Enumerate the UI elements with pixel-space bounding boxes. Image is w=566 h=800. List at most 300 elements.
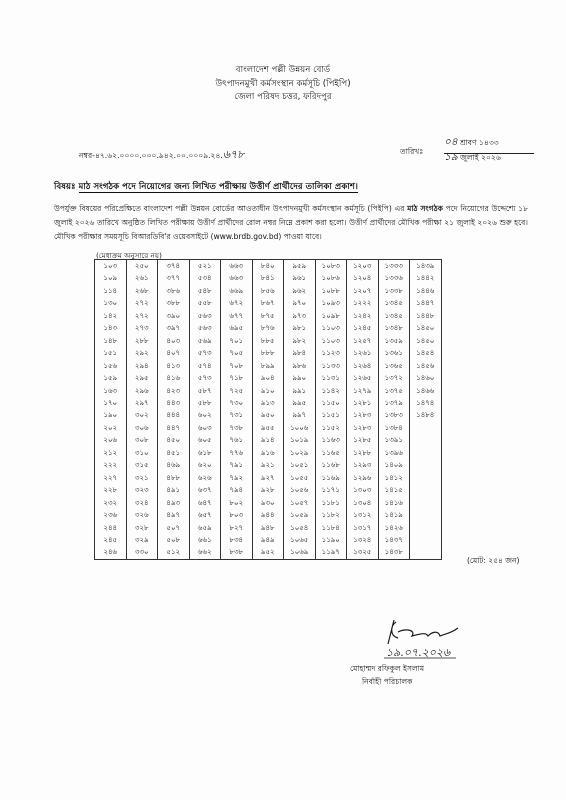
roll-cell: ১৪৩৯: [410, 260, 442, 273]
roll-cell: ১৪৫০: [410, 335, 442, 347]
roll-cell: ৪৪৪: [158, 409, 190, 421]
roll-cell: ৯২১: [252, 459, 284, 471]
table-row: [95, 310, 442, 322]
roll-cell: ৬৭৭: [221, 310, 253, 322]
roll-cell: ৪০৩: [158, 335, 190, 347]
roll-cell: ১৩৩৬: [378, 272, 410, 284]
roll-cell: ৯৬১: [284, 272, 316, 284]
roll-cell: ১২০৩: [347, 260, 379, 273]
roll-cell: ১২৮৩: [347, 409, 379, 421]
roll-cell: ১১৮৪: [315, 522, 347, 534]
table-row: [95, 260, 442, 273]
body-part-1: উপর্যুক্ত বিষয়ের পরিপ্রেক্ষিতে বাংলাদেশ পল্লী উন্নয়ন বোর্ডের আওতাধীন উৎপাদনমুখী কর্মসংস্থান কর্মসূচি (পিইপি) এর: [54, 204, 405, 213]
letterhead: [0, 64, 566, 105]
roll-cell: ১৪২: [95, 310, 127, 322]
roll-cell: ৪১৬: [158, 372, 190, 384]
roll-cell: ৪৯১: [158, 484, 190, 496]
roll-cell: ২৩৬: [95, 509, 127, 521]
date-label: তারিখঃ: [400, 147, 424, 156]
roll-cell: ১৬৩: [95, 385, 127, 397]
roll-cell: [410, 484, 442, 496]
roll-cell: ৩৯০: [158, 310, 190, 322]
english-date-day: ১৯: [444, 151, 458, 163]
table-row: [95, 497, 442, 509]
roll-cell: ১২৬৫: [347, 372, 379, 384]
roll-cell: ৬৬৩: [221, 260, 253, 273]
roll-cell: ১১৩১: [315, 372, 347, 384]
roll-cell: ১৪২৬: [378, 522, 410, 534]
table-row: [95, 372, 442, 384]
roll-cell: ৩৮৬: [158, 285, 190, 297]
roll-cell: ৬১৮: [189, 447, 221, 459]
roll-cell: ১২০৭: [347, 285, 379, 297]
roll-cell: ৯৪৯: [252, 534, 284, 546]
roll-cell: ৫৮৭: [189, 385, 221, 397]
roll-cell: ৭৩০: [221, 397, 253, 409]
roll-cell: [410, 422, 442, 434]
roll-cell: ৬৬৩: [221, 272, 253, 284]
roll-cell: ৩৭৪: [158, 260, 190, 273]
roll-cell: ১২৪২: [347, 310, 379, 322]
roll-cell: ১২২২: [347, 297, 379, 309]
table-row: [95, 285, 442, 297]
memo-handwritten-number: ৬৭৮: [222, 148, 245, 161]
roll-cell: ৯৯৫: [284, 397, 316, 409]
roll-cell: ২৯৭: [126, 397, 158, 409]
roll-cell: ১৩৭৫: [378, 385, 410, 397]
roll-cell: ৯২৭: [252, 472, 284, 484]
roll-cell: ৮৩৪: [221, 534, 253, 546]
roll-cell: ১০৬৯: [284, 546, 316, 559]
roll-cell: ২৪৫: [95, 534, 127, 546]
roll-cell: ৪০৭: [158, 347, 190, 359]
roll-cell: ৬৭২: [221, 297, 253, 309]
roll-cell: ১৪৫৬: [410, 360, 442, 372]
roll-cell: ২৪৪: [95, 522, 127, 534]
roll-cell: ২২৮: [95, 484, 127, 496]
roll-cell: ৩২৩: [126, 484, 158, 496]
roll-cell: ৬০৫: [189, 434, 221, 446]
roll-cell: ৭০১: [221, 335, 253, 347]
roll-cell: ৯৭০: [284, 297, 316, 309]
table-row: [95, 459, 442, 471]
roll-cell: ২৪৬: [95, 546, 127, 559]
office-address: জেলা পরিষদ চত্তর, ফরিদপুর: [234, 92, 332, 102]
roll-cell: ৪৮৮: [158, 472, 190, 484]
roll-cell: ১৯০: [95, 409, 127, 421]
roll-cell: ৫৫৮: [189, 297, 221, 309]
roll-cell: ২১২: [95, 447, 127, 459]
roll-cell: ৯৫৯: [284, 260, 316, 273]
roll-cell: ১১৬৫: [315, 447, 347, 459]
roll-cell: [410, 497, 442, 509]
roll-cell: ১৪১৫: [378, 484, 410, 496]
roll-cell: ১০৫৬: [284, 484, 316, 496]
table-row: [95, 347, 442, 359]
roll-cell: ৪১৩: [158, 360, 190, 372]
roll-cell: ৭৯২: [221, 472, 253, 484]
org-name: বাংলাদেশ পল্লী উন্নয়ন বোর্ড: [235, 65, 331, 75]
roll-cell: ১৩৬১: [378, 347, 410, 359]
roll-cell: ১৩৮৪: [378, 422, 410, 434]
roll-cell: ৬৬১: [189, 534, 221, 546]
roll-cell: ৮৩৮: [221, 546, 253, 559]
roll-cell: ৬২০: [189, 459, 221, 471]
table-row: [95, 335, 442, 347]
roll-cell: ৬৫৯: [189, 522, 221, 534]
roll-cell: ৮২৭: [221, 522, 253, 534]
roll-cell: ১৪৬০: [410, 372, 442, 384]
subject-label: বিষয়ঃ: [54, 182, 76, 192]
roll-cell: ৯৪৪: [252, 509, 284, 521]
roll-cell: [410, 459, 442, 471]
roll-cell: ৪৬৯: [158, 459, 190, 471]
table-row: [95, 522, 442, 534]
roll-cell: ৭২৫: [221, 385, 253, 397]
roll-cell: ১৪৪৭: [410, 297, 442, 309]
roll-cell: ৫৬৩: [189, 310, 221, 322]
roll-cell: ৫১২: [158, 546, 190, 559]
roll-cell: ১৪৫৪: [410, 347, 442, 359]
roll-cell: ৯৬২: [284, 285, 316, 297]
body-bold-post: মাঠ সংগঠক: [407, 204, 443, 213]
roll-cell: ৩২৮: [126, 522, 158, 534]
roll-cell: ১৩৩৮: [378, 285, 410, 297]
roll-cell: ৯৮২: [284, 335, 316, 347]
roll-cell: ১৩১৭: [347, 522, 379, 534]
signature-scrawl: [376, 614, 466, 660]
roll-cell: ১০১৯: [284, 434, 316, 446]
memo-number-text: ৪৭.৬২.০০০০.০০০.৯৪২.০০.০০০৯.২৪.: [94, 151, 223, 160]
roll-cell: ১৪১৯: [378, 509, 410, 521]
roll-cell: ৫৬৯: [189, 335, 221, 347]
roll-cell: ১২৮৫: [347, 434, 379, 446]
roll-cell: ৮৭৬: [252, 322, 284, 334]
roll-cell: ১০৯৩: [315, 297, 347, 309]
roll-cell: ৭৩৮: [221, 422, 253, 434]
roll-cell: ১৩০: [95, 297, 127, 309]
signatory-name: মোহাম্মদ রফিকুল ইসলাম: [350, 664, 425, 673]
roll-cell: ৯৪৮: [252, 522, 284, 534]
roll-cell: ৯৯০: [284, 372, 316, 384]
roll-cell: ১৩৫৯: [378, 335, 410, 347]
roll-cell: ১০৯৮: [315, 310, 347, 322]
memo-number: [79, 146, 244, 165]
roll-cell: ১০৫১: [284, 459, 316, 471]
roll-cell: ১০৫৪: [284, 522, 316, 534]
roll-cell: ৭৩১: [221, 409, 253, 421]
roll-cell: ১২৮৩: [347, 422, 379, 434]
roll-cell: ১১৪২: [315, 385, 347, 397]
roll-cell: ১৪৪৮: [410, 310, 442, 322]
roll-cell: ৭০৫: [221, 347, 253, 359]
roll-cell: ৪৫১: [158, 447, 190, 459]
roll-cell: ২৯২: [126, 347, 158, 359]
roll-cell: ৭১৮: [221, 372, 253, 384]
roll-cell: ৫৩৪: [189, 272, 221, 284]
roll-cell: ১১৫২: [315, 422, 347, 434]
roll-cell: ১৩৪৮: [378, 322, 410, 334]
roll-cell: ৩২৪: [126, 497, 158, 509]
roll-cell: ৪৪৩: [158, 397, 190, 409]
roll-cell: ৩২৯: [126, 534, 158, 546]
roll-cell: ৭০৮: [221, 360, 253, 372]
roll-cell: ৬৪৭: [189, 497, 221, 509]
roll-cell: ১২৬১: [347, 347, 379, 359]
roll-cell: ১৪৪৬: [410, 285, 442, 297]
body-paragraph: [54, 202, 528, 244]
roll-cell: ১৩৯৬: [378, 447, 410, 459]
roll-cell: ৯১০: [252, 385, 284, 397]
roll-cell: ৯৫৫: [252, 422, 284, 434]
table-row: [95, 534, 442, 546]
roll-cell: ১০৮৬: [315, 272, 347, 284]
roll-cell: ২৯৫: [126, 372, 158, 384]
table-row: [95, 397, 442, 409]
roll-cell: ১২৯৩: [347, 459, 379, 471]
roll-cell: ৫০৮: [158, 534, 190, 546]
roll-cell: ১৩৭৯: [378, 397, 410, 409]
roll-cell: ১০৮৩: [315, 260, 347, 273]
table-row: [95, 509, 442, 521]
roll-cell: ৩১০: [126, 447, 158, 459]
roll-cell: ১৪১২: [378, 472, 410, 484]
roll-cell: ২৫০: [126, 260, 158, 273]
roll-cell: [410, 472, 442, 484]
roll-cell: ৩০৮: [126, 434, 158, 446]
roll-cell: ৩৩০: [126, 546, 158, 559]
roll-cell: ৭৯৪: [221, 484, 253, 496]
roll-cell: ১৫১: [95, 347, 127, 359]
roll-cell: ১৩২৪: [347, 534, 379, 546]
roll-cell: ৮৯৯: [252, 360, 284, 372]
roll-cell: ২৩২: [95, 497, 127, 509]
roll-cell: ৯৮১: [284, 322, 316, 334]
table-row: [95, 322, 442, 334]
roll-cell: ১১৯৭: [315, 546, 347, 559]
roll-cell: ১১৭১: [315, 484, 347, 496]
roll-cell: ৮৪০: [252, 260, 284, 273]
roll-cell: ৩২১: [126, 472, 158, 484]
roll-cell: ১৭০: [95, 397, 127, 409]
roll-cell: ১১০৩: [315, 322, 347, 334]
roll-cell: ১৪৮: [95, 335, 127, 347]
roll-cell: ১০৫৯: [284, 509, 316, 521]
roll-cell: ৯৫০: [252, 409, 284, 421]
roll-cell: ১১৬৩: [315, 434, 347, 446]
roll-cell: ৯২৮: [252, 484, 284, 496]
table-row: [95, 409, 442, 421]
roll-cell: ৩৮৮: [158, 297, 190, 309]
roll-cell: ৩০৬: [126, 422, 158, 434]
roll-cell: ৮৮৫: [252, 335, 284, 347]
roll-number-table: [94, 259, 442, 560]
roll-cell: ১৪৩: [95, 322, 127, 334]
roll-cell: ৬৫৭: [189, 509, 221, 521]
table-row: [95, 546, 442, 559]
roll-cell: ১৩৬৫: [378, 360, 410, 372]
table-row: [95, 422, 442, 434]
memo-label: নম্বর-: [79, 151, 95, 160]
english-date: [444, 150, 534, 167]
roll-cell: ২০২: [95, 422, 127, 434]
roll-cell: ৯৯৭: [284, 409, 316, 421]
table-row: [95, 484, 442, 496]
roll-cell: ১২৭৯: [347, 385, 379, 397]
roll-cell: ১৩৪৫: [378, 310, 410, 322]
roll-cell: ১২৬৪: [347, 360, 379, 372]
subject-text: মাঠ সংগঠক পদে নিয়োগের জন্য লিখিত পরীক্ষায় উত্তীর্ণ প্রার্থীদের তালিকা প্রকাশ।: [78, 182, 358, 192]
roll-cell: ২৭২: [126, 310, 158, 322]
roll-cell: [410, 509, 442, 521]
roll-cell: ২০৬: [95, 434, 127, 446]
roll-cell: ৬৯৫: [221, 322, 253, 334]
roll-cell: ১২৫৭: [347, 335, 379, 347]
roll-cell: ১৪৪২: [410, 272, 442, 284]
roll-cell: ৫৭৩: [189, 347, 221, 359]
roll-cell: ৪৪৭: [158, 422, 190, 434]
roll-cell: ৪২৩: [158, 385, 190, 397]
roll-cell: ১৩১২: [347, 509, 379, 521]
roll-cell: ১৪৭৪: [410, 397, 442, 409]
roll-cell: ১১৫১: [315, 409, 347, 421]
roll-cell: ১০৬৫: [284, 534, 316, 546]
roll-cell: ৫৭৩: [189, 372, 221, 384]
roll-cell: ১৩০৪: [347, 497, 379, 509]
roll-cell: ৫৬৩: [189, 322, 221, 334]
roll-cell: ৭৬১: [221, 434, 253, 446]
roll-cell: ২৬১: [126, 272, 158, 284]
program-name: উৎপাদনমুখী কর্মসংস্থান কর্মসূচি (পিইপি): [215, 78, 351, 89]
table-row: [95, 360, 442, 372]
roll-cell: ৯৭৩: [284, 310, 316, 322]
roll-cell: ১৪৮৪: [410, 409, 442, 421]
roll-cell: ১০২৯: [284, 447, 316, 459]
roll-cell: [410, 434, 442, 446]
roll-cell: ১১৮২: [315, 509, 347, 521]
roll-cell: ৫০৭: [158, 522, 190, 534]
roll-cell: ৬৩৭: [189, 484, 221, 496]
roll-cell: ১১৩৩: [315, 360, 347, 372]
roll-cell: ৮৫৬: [252, 285, 284, 297]
roll-cell: ২২৭: [95, 472, 127, 484]
roll-cell: ৩০২: [126, 409, 158, 421]
bangla-date-day: ০৪: [444, 136, 458, 148]
roll-cell: ২৯৬: [126, 385, 158, 397]
roll-cell: ৯০৪: [252, 372, 284, 384]
roll-cell: ১০৮৮: [315, 285, 347, 297]
roll-cell: ১৪৩৭: [378, 534, 410, 546]
roll-cell: ৬০৩: [189, 422, 221, 434]
roll-cell: ৯৯১: [284, 385, 316, 397]
roll-cell: ৮৪১: [252, 272, 284, 284]
roll-cell: ৯৫২: [252, 546, 284, 559]
roll-cell: ৯১৬: [252, 447, 284, 459]
roll-cell: ৬৬৯: [221, 285, 253, 297]
roll-cell: ৩৯৭: [158, 322, 190, 334]
roll-cell: ১১৫০: [315, 397, 347, 409]
subject-line: [54, 180, 528, 194]
table-row: [95, 297, 442, 309]
bangla-date-rest: শ্রাবণ ১৪৩৩: [460, 138, 499, 147]
roll-cell: ৯১৪: [252, 434, 284, 446]
roll-cell: ১০০৬: [284, 422, 316, 434]
table-row: [95, 385, 442, 397]
roll-cell: ১০৩: [95, 260, 127, 273]
roll-cell: ৯১৩: [252, 397, 284, 409]
roll-cell: ৬৬২: [189, 546, 221, 559]
roll-cell: ১০৫৫: [284, 472, 316, 484]
roll-cell: ১২০৪: [347, 272, 379, 284]
roll-cell: ১০৯: [95, 272, 127, 284]
roll-cell: ৪৫০: [158, 434, 190, 446]
roll-cell: ৫২১: [189, 260, 221, 273]
roll-cell: ৫৭৪: [189, 360, 221, 372]
roll-cell: ৩১৫: [126, 459, 158, 471]
roll-cell: ১৪৬৬: [410, 385, 442, 397]
roll-cell: ১২৮১: [347, 397, 379, 409]
table-row: [95, 447, 442, 459]
roll-cell: ১৩২৫: [347, 546, 379, 559]
roll-cell: ৮০২: [221, 497, 253, 509]
roll-cell: ৭৭৬: [221, 447, 253, 459]
roll-cell: ২৭৩: [126, 322, 158, 334]
roll-cell: [410, 522, 442, 534]
roll-cell: ১৫৬: [95, 360, 127, 372]
roll-cell: ১১৪: [95, 285, 127, 297]
roll-cell: ১৩৮৩: [378, 409, 410, 421]
roll-cell: ১১৯০: [315, 534, 347, 546]
roll-cell: ১১৬৯: [315, 472, 347, 484]
roll-cell: ৮৮৮: [252, 347, 284, 359]
english-date-rest: জুলাই ২০২৬: [460, 153, 501, 162]
roll-cell: ১৪১৬: [378, 497, 410, 509]
table-row: [95, 472, 442, 484]
roll-cell: ৬২৬: [189, 472, 221, 484]
roll-cell: ৯৮৬: [284, 360, 316, 372]
roll-cell: ২৯৪: [126, 360, 158, 372]
roll-cell: ১৫৯: [95, 372, 127, 384]
roll-cell: ২৭২: [126, 297, 158, 309]
roll-cell: ৩২৬: [126, 509, 158, 521]
roll-cell: ৯৩০: [252, 497, 284, 509]
roll-cell: ১৩৯১: [378, 434, 410, 446]
roll-cell: ৮৬৭: [252, 297, 284, 309]
roll-cell: ৮৭৫: [252, 310, 284, 322]
roll-cell: ১১০৩: [315, 335, 347, 347]
total-count: (মোট: ২৫৪ জন): [467, 556, 520, 565]
roll-cell: ১৪৫০: [410, 322, 442, 334]
roll-cell: ১৪০৯: [378, 459, 410, 471]
roll-cell: ২২২: [95, 459, 127, 471]
table-row: [95, 272, 442, 284]
roll-cell: [410, 546, 442, 559]
roll-cell: ১২৯৬: [347, 472, 379, 484]
roll-cell: ৬০২: [189, 409, 221, 421]
roll-cell: ১৪৩৮: [378, 546, 410, 559]
roll-cell: ৫৮৮: [189, 397, 221, 409]
roll-cell: [410, 534, 442, 546]
roll-cell: ৭৯১: [221, 459, 253, 471]
roll-cell: ১১৬৮: [315, 459, 347, 471]
roll-cell: ১৩৪৫: [378, 297, 410, 309]
signatory-designation: নির্বাহী পরিচালক: [362, 677, 413, 686]
roll-cell: ৮০৩: [221, 509, 253, 521]
roll-cell: [410, 447, 442, 459]
body-part-2: পদে নিয়োগের উদ্দেশ্যে ১৮ জুলাই ২০২৬ তারিখে অনুষ্ঠিত লিখিত পরীক্ষায় উত্তীর্ণ প্রার্থীদের রোল নম্বর নিম্নে প্রকাশ করা হলো। উত্তীর্ণ প্রার্থীদের মৌখিক পরীক্ষা ২১ জুলাই ২০২৬ শুরু হবে। মৌখিক পরীক্ষার সময়সূচি বিআরডিবি'র ওয়েবসাইটে (www.brdb.gov.bd) পাওয়া যাবে।: [54, 204, 528, 241]
roll-cell: ১৩৭২: [378, 372, 410, 384]
roll-cell: ২৮৮: [126, 335, 158, 347]
